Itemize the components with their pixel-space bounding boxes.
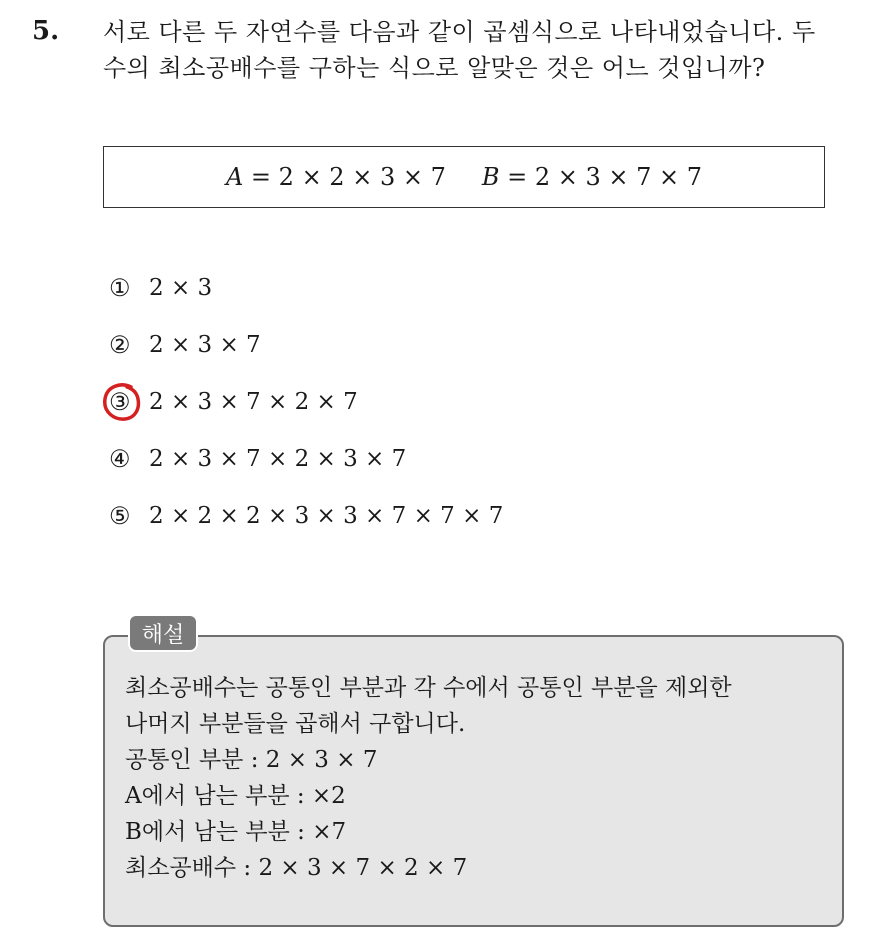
option-2[interactable] (109, 328, 261, 362)
option-4-mark: ④ (109, 445, 131, 473)
explanation-line: 나머지 부분들을 곱해서 구합니다. (125, 711, 466, 737)
formula-b-expr: = 2 × 3 × 7 × 7 (499, 163, 703, 191)
explanation-text (125, 670, 830, 886)
option-5[interactable] (109, 499, 503, 533)
formula-box (103, 146, 825, 208)
option-1[interactable] (109, 271, 212, 305)
explanation-tag: 해설 (128, 614, 198, 652)
formula-b-var: B (481, 163, 500, 191)
option-5-text: 2 × 2 × 2 × 3 × 3 × 7 × 7 × 7 (149, 503, 504, 529)
formula-a-var: A (225, 163, 244, 191)
option-3-text: 2 × 3 × 7 × 2 × 7 (149, 389, 358, 415)
option-3-mark: ③ (109, 388, 131, 416)
question-text-line: 수의 최소공배수를 구하는 식으로 알맞은 것은 어느 것입니까? (103, 54, 766, 82)
answer-circle-mark (101, 381, 143, 423)
question-text-line: 서로 다른 두 자연수를 다음과 같이 곱셈식으로 나타내었습니다. 두 (103, 18, 816, 46)
option-3[interactable] (109, 385, 358, 419)
question-number: 5. (32, 16, 60, 46)
option-2-text: 2 × 3 × 7 (149, 332, 261, 358)
option-1-mark: ① (109, 274, 131, 302)
explanation-line: 공통인 부분 : 2 × 3 × 7 (125, 747, 378, 773)
question-text (103, 14, 863, 86)
option-5-mark: ⑤ (109, 502, 131, 530)
formula-a-expr: = 2 × 2 × 3 × 7 (243, 163, 446, 191)
explanation-line: A에서 남는 부분 : ×2 (125, 783, 346, 809)
option-4-text: 2 × 3 × 7 × 2 × 3 × 7 (149, 446, 407, 472)
option-2-mark: ② (109, 331, 131, 359)
option-4[interactable] (109, 442, 406, 476)
explanation-line: 최소공배수는 공통인 부분과 각 수에서 공통인 부분을 제외한 (125, 675, 732, 701)
option-1-text: 2 × 3 (149, 275, 213, 301)
explanation-line: 최소공배수 : 2 × 3 × 7 × 2 × 7 (125, 855, 468, 881)
explanation-line: B에서 남는 부분 : ×7 (125, 819, 347, 845)
